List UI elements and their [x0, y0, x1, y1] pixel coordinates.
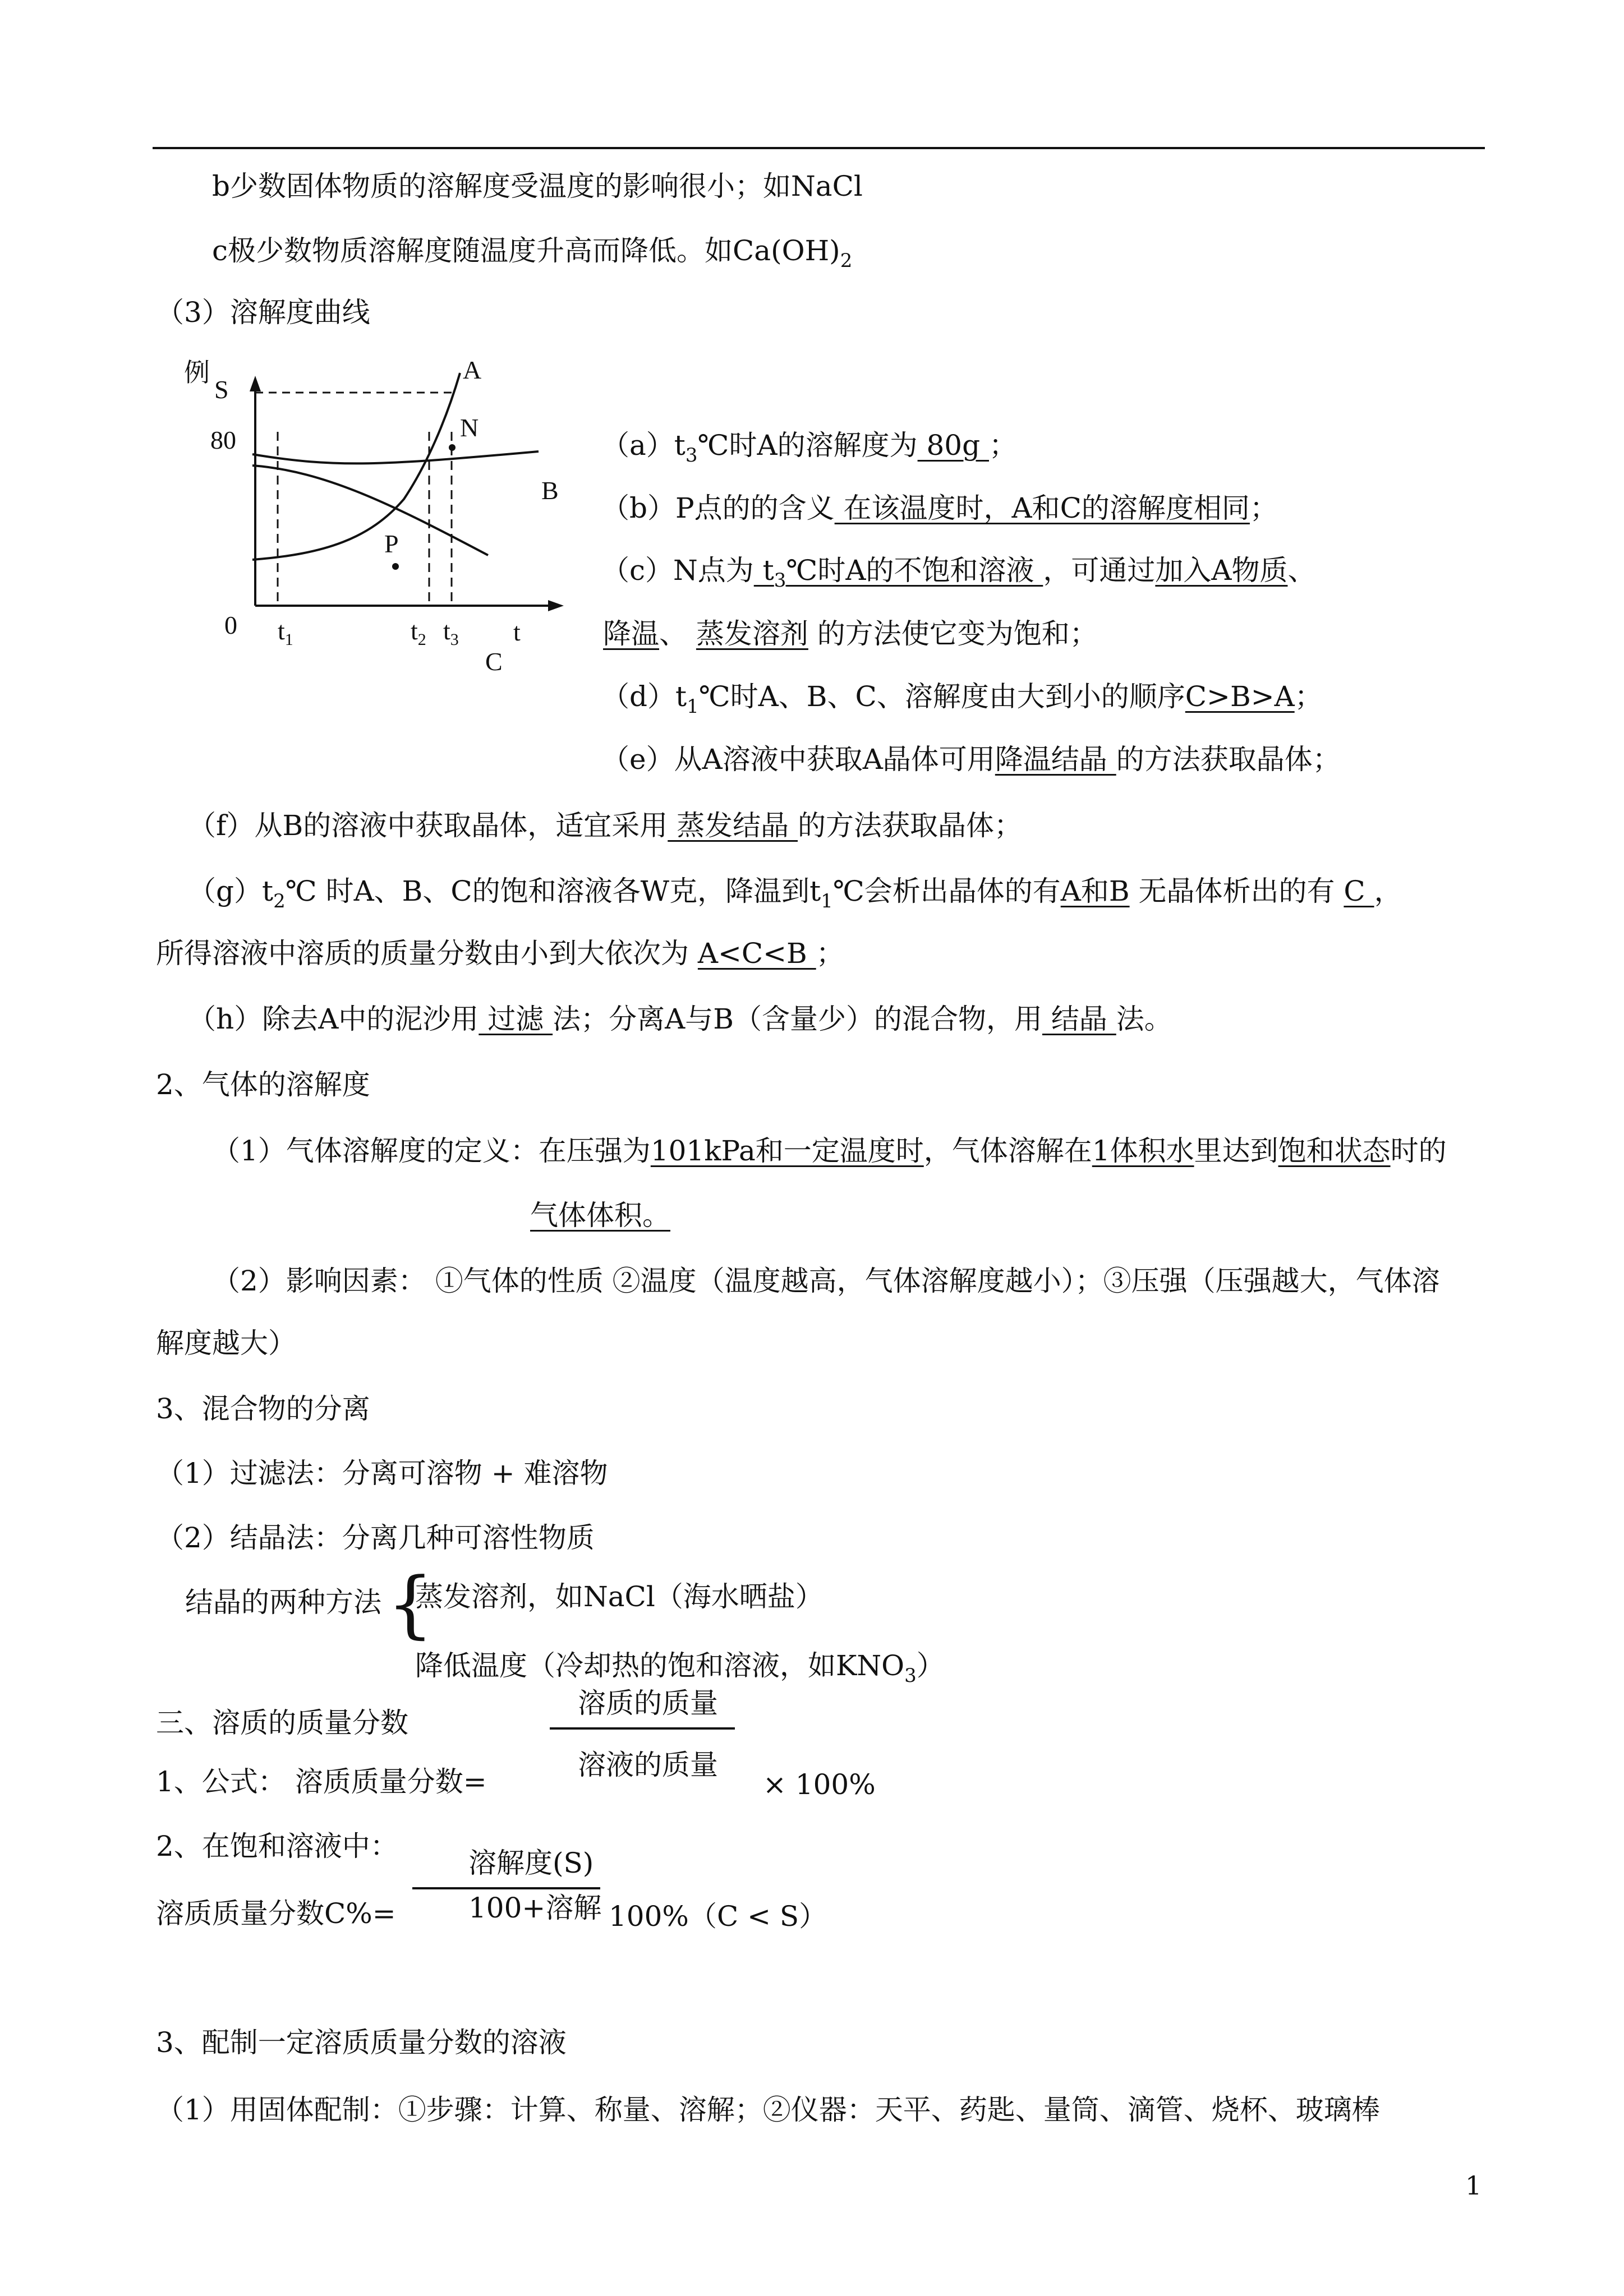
crystallization-label: 结晶的两种方法 — [185, 1586, 381, 1619]
question-c: （c）N点为 $t_3℃$时A的不饱和溶液 ，可通过加入A物质、 — [601, 554, 1316, 592]
question-c-cont: 降温、 蒸发溶剂 的方法使它变为饱和； — [603, 617, 1098, 650]
gas-factors: （2）影响因素： ①气体的性质 ②温度（温度越高，气体溶解度越小）；③压强（压强越大，气体溶 — [212, 1265, 1440, 1297]
origin-label: 0 — [224, 611, 237, 639]
formula1-numerator: 溶质的质量 — [578, 1687, 718, 1719]
filtration-method: （1）过滤法：分离可溶物 + 难溶物 — [156, 1457, 608, 1490]
formula2-tail: 100%（C < S） — [609, 1900, 827, 1933]
section-gas-solubility: 2、气体的溶解度 — [156, 1068, 370, 1101]
question-g-cont: 所得溶液中溶质的质量分数由小到大依次为 A<C<B ； — [156, 937, 844, 970]
formula2-lhs: 溶质质量分数C%= — [156, 1897, 396, 1930]
question-d: $(d)t_1℃$时A、B、C、溶解度由大到小的顺序C>B>A； — [601, 680, 1323, 718]
question-b: （b）P点的的含义 在该温度时，A和C的溶解度相同； — [601, 492, 1278, 524]
line-b: b少数固体物质的溶解度受温度的影响很小；如NaCl — [212, 170, 863, 202]
label-c: C — [485, 647, 503, 676]
formula1-multiplier: × 100% — [763, 1768, 876, 1801]
formula2-numerator: 溶解度(S) — [468, 1847, 594, 1879]
tick-t3: $t_3$ — [443, 616, 459, 649]
crystallization-option-1: 蒸发溶剂，如NaCl（海水晒盐） — [415, 1580, 823, 1613]
figure-prefix: 例 — [184, 358, 210, 387]
header-rule — [153, 147, 1485, 149]
page-number: 1 — [1465, 2170, 1482, 2201]
formula2-label: 2、在饱和溶液中： — [156, 1830, 398, 1862]
label-a: A — [463, 356, 482, 384]
formula1-label: 1、公式： 溶质质量分数= — [156, 1765, 487, 1798]
y-tick-80: 80 — [210, 426, 236, 454]
formula2-fraction-bar — [412, 1887, 600, 1889]
preparation-solid: （1）用固体配制：①步骤：计算、称量、溶解；②仪器：天平、药匙、量筒、滴管、烧杯、玻璃棒 — [156, 2094, 1380, 2126]
formula1-fraction-bar — [550, 1727, 735, 1730]
section-mixture-separation: 3、混合物的分离 — [156, 1393, 370, 1425]
line-c: c极少数物质溶解度随温度升高而降低。如$Ca(OH)_2$ — [212, 234, 853, 272]
section-mass-fraction: 三、溶质的质量分数 — [156, 1707, 408, 1739]
y-axis-label: S — [214, 375, 229, 404]
point-p-dot — [392, 563, 399, 570]
question-h: （h）除去A中的泥沙用 过滤 法；分离A与B（含量少）的混合物，用 结晶 法。 — [188, 1003, 1172, 1035]
gas-factors-cont: 解度越大） — [156, 1327, 296, 1359]
question-g: $(g)t_2℃$ 时A、B、C的饱和溶液各W克，降温到$t_1℃$会析出晶体的有A和B 无晶体析出的有 C ， — [188, 875, 1402, 912]
tick-t2: $t_2$ — [411, 616, 426, 649]
crystallization-option-2: 降低温度（冷却热的饱和溶液，如$KNO_3$） — [415, 1649, 945, 1687]
section-preparation: 3、配制一定溶质质量分数的溶液 — [156, 2026, 567, 2059]
label-b: B — [541, 476, 559, 505]
point-n-dot — [449, 444, 456, 451]
question-a: $(a)t_3℃$时A的溶解度为 80g ； — [601, 429, 1018, 467]
curve-c — [252, 465, 488, 555]
y-axis-arrow — [250, 376, 261, 391]
solubility-curve-figure — [168, 348, 617, 695]
formula1-denominator: 溶液的质量 — [578, 1749, 718, 1781]
gas-definition-cont: 气体体积。 — [530, 1199, 670, 1232]
tick-t1: $t_1$ — [278, 616, 293, 649]
subsection-3: （3）溶解度曲线 — [156, 296, 370, 329]
crystallization-method: （2）结晶法：分离几种可溶性物质 — [156, 1522, 595, 1554]
x-axis-label: t — [513, 617, 521, 646]
formula2-denominator: 100+溶解 — [468, 1892, 602, 1924]
curve-b — [252, 451, 539, 463]
label-n: N — [460, 413, 479, 442]
question-f: （f）从B的溶液中获取晶体，适宜采用 蒸发结晶 的方法获取晶体； — [188, 809, 1023, 842]
brace-icon: { — [387, 1561, 434, 1647]
label-p: P — [384, 529, 399, 558]
gas-definition: （1）气体溶解度的定义：在压强为101kPa和一定温度时，气体溶解在1体积水里达到饱和状态时的 — [212, 1135, 1447, 1167]
question-e: （e）从A溶液中获取A晶体可用降温结晶 的方法获取晶体； — [601, 743, 1341, 776]
x-axis-arrow — [548, 600, 564, 611]
